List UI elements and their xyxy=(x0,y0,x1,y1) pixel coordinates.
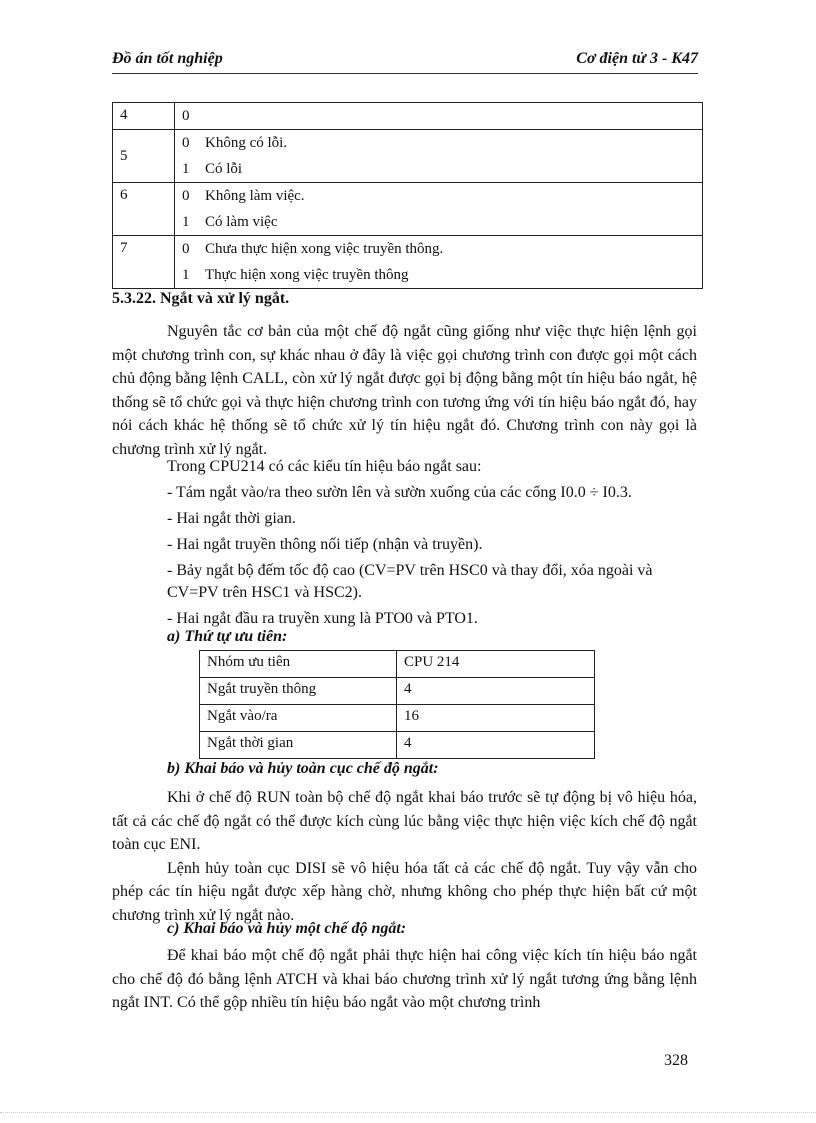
desc: Có làm việc xyxy=(205,213,278,230)
paragraph: Khi ở chế độ RUN toàn bộ chế độ ngắt khai báo trước sẽ tự động bị vô hiệu hóa, tất cả các chế độ ngắt có thể được kích cùng lúc bằng việc thực hiện việc kích chế độ ngắt toàn cục ENI. xyxy=(112,789,697,853)
table-cell: Ngắt vào/ra xyxy=(200,705,397,732)
list-item: - Bảy ngắt bộ đếm tốc độ cao (CV=PV trên HSC0 và thay đổi, xóa ngoài và CV=PV trên HSC1 và HSC2). xyxy=(167,562,653,601)
table-row xyxy=(200,678,595,705)
desc: Có lỗi xyxy=(205,160,243,177)
list-item: - Tám ngắt vào/ra theo sườn lên và sườn xuống của các cổng I0.0 ÷ I0.3. xyxy=(167,484,632,501)
table-row xyxy=(113,183,703,236)
table-cell: Ngắt truyền thông xyxy=(200,678,397,705)
value-cell xyxy=(175,236,703,289)
status-table xyxy=(112,102,703,289)
value: 1 xyxy=(182,213,190,230)
table-row xyxy=(200,732,595,759)
value: 1 xyxy=(182,160,190,177)
paragraph: Nguyên tắc cơ bản của một chế độ ngắt cũng giống như việc thực hiện lệnh gọi một chương trình con, sự khác nhau ở đây là việc gọi chương trình con được gọi một cách chủ động bằng lệnh CALL, còn xử lý ngắt được gọi bị động bằng một tín hiệu báo ngắt, hệ thống sẽ tổ chức gọi và thực hiện chương trình con tương ứng với tín hiệu báo ngắt đó, hay nói cách khác hệ thống sẽ tổ chức xử lý tín hiệu ngắt đó. Chương trình con này gọi là chương trình xử lý ngắt. xyxy=(112,323,697,458)
table-row xyxy=(200,651,595,678)
header-title: Đồ án tốt nghiệp xyxy=(112,50,223,67)
table-row xyxy=(113,103,703,130)
header-rule xyxy=(112,73,698,74)
interrupt-list xyxy=(167,456,697,634)
desc: Không có lỗi. xyxy=(205,134,288,151)
bit-cell: 7 xyxy=(113,236,175,289)
value: 0 xyxy=(182,240,190,257)
intro-paragraph xyxy=(112,320,697,461)
desc: Thực hiện xong việc truyền thông xyxy=(205,266,409,283)
desc: Chưa thực hiện xong việc truyền thông. xyxy=(205,240,444,257)
subsection-c-title: c) Khai báo và hủy một chế độ ngắt: xyxy=(167,920,407,937)
table-cell: Ngắt thời gian xyxy=(200,732,397,759)
table-row xyxy=(113,130,703,183)
header-course: Cơ điện tử 3 - K47 xyxy=(576,50,698,67)
subsection-c-body xyxy=(112,944,697,1015)
priority-table xyxy=(199,650,595,759)
list-item: - Hai ngắt đầu ra truyền xung là PTO0 và PTO1. xyxy=(167,610,478,627)
table-row xyxy=(113,236,703,289)
value-cell xyxy=(175,183,703,236)
value: 0 xyxy=(182,187,190,204)
value: 0 xyxy=(182,107,190,124)
value-cell xyxy=(175,103,703,130)
list-item: - Hai ngắt truyền thông nối tiếp (nhận và truyền). xyxy=(167,536,483,553)
subsection-a-title: a) Thứ tự ưu tiên: xyxy=(167,628,288,645)
page-number: 328 xyxy=(664,1052,688,1069)
section-heading: 5.3.22. Ngắt và xử lý ngắt. xyxy=(112,290,290,307)
table-header-cell: CPU 214 xyxy=(397,651,595,678)
bit-cell: 4 xyxy=(113,103,175,130)
table-row xyxy=(200,705,595,732)
table-cell: 4 xyxy=(397,732,595,759)
table-cell: 4 xyxy=(397,678,595,705)
footer-dotted-rule xyxy=(0,1112,816,1113)
bit-cell: 5 xyxy=(113,130,175,183)
subsection-b-title: b) Khai báo và hủy toàn cục chế độ ngắt: xyxy=(167,760,439,777)
bit-cell: 6 xyxy=(113,183,175,236)
paragraph: Để khai báo một chế độ ngắt phải thực hiện hai công việc kích tín hiệu báo ngắt cho chế độ đó bằng lệnh ATCH và khai báo chương trình xử lý ngắt tương ứng bằng lệnh ngắt INT. Có thể gộp nhiều tín hiệu báo ngắt vào một chương trình xyxy=(112,947,697,1011)
table-cell: 16 xyxy=(397,705,595,732)
value: 1 xyxy=(182,266,190,283)
list-item: - Hai ngắt thời gian. xyxy=(167,510,296,527)
paragraph: Lệnh hủy toàn cục DISI sẽ vô hiệu hóa tất cả các chế độ ngắt. Tuy vậy vẫn cho phép các tín hiệu ngắt được xếp hàng chờ, nhưng không cho phép thực hiện bất cứ một chương trình xử lý ngắt nào. xyxy=(112,859,697,924)
desc: Không làm việc. xyxy=(205,187,305,204)
value-cell xyxy=(175,130,703,183)
table-header-cell: Nhóm ưu tiên xyxy=(200,651,397,678)
value: 0 xyxy=(182,134,190,151)
subsection-b-body xyxy=(112,786,697,927)
list-intro: Trong CPU214 có các kiểu tín hiệu báo ngắt sau: xyxy=(167,458,482,475)
